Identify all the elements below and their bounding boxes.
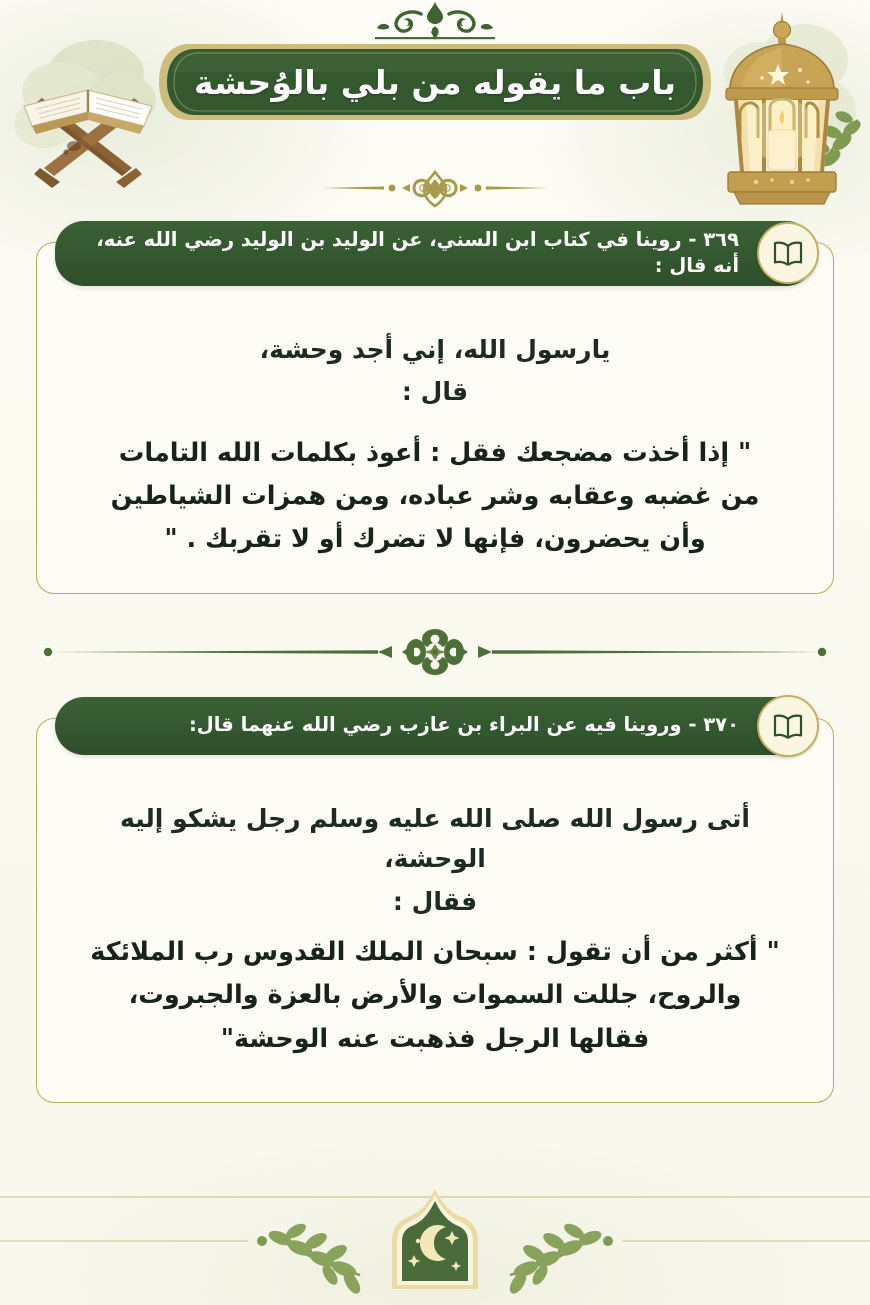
- reference-bar-1: [55, 221, 815, 286]
- title-flourish-ornament: [310, 168, 560, 208]
- quote-line: والروح، جللت السموات والأرض بالعزة والجبروت،: [128, 980, 742, 1011]
- quran-on-stand-illustration: [4, 28, 172, 200]
- footer-ornament: [0, 1183, 870, 1305]
- hadith-body-1: [37, 286, 833, 561]
- reference-text-1: ٣٦٩ - روينا في كتاب ابن السني، عن الوليد بن الوليد رضي الله عنه، أنه قال :: [96, 228, 739, 278]
- narration-line: يارسول الله، إني أجد وحشة،: [259, 334, 611, 364]
- quote-line: وأن يحضرون، فإنها لا تضرك أو لا تقربك . ": [164, 524, 706, 555]
- open-book-icon: [757, 222, 819, 284]
- quote-line: " أكثر من أن تقول : سبحان الملك القدوس رب الملائكة: [90, 937, 780, 968]
- reference-text-2: ٣٧٠ - وروينا فيه عن البراء بن عازب رضي الله عنهما قال:: [188, 713, 739, 737]
- top-ornament-arabesque: [375, 0, 495, 46]
- narration-line: فقال :: [392, 886, 478, 916]
- section-divider: [0, 624, 870, 680]
- hadith-card-1: [36, 228, 834, 594]
- quote-line: من غضبه وعقابه وشر عباده، ومن همزات الشياطين: [110, 480, 760, 511]
- reference-bar-2: [55, 697, 815, 755]
- page-title: باب ما يقوله من بلي بالوُحشة: [193, 62, 677, 102]
- quote-line: فقالها الرجل فذهبت عنه الوحشة": [220, 1023, 650, 1054]
- title-banner: [159, 36, 711, 128]
- golden-lantern-illustration: [700, 8, 864, 216]
- narration-line: أتى رسول الله صلى الله عليه وسلم رجل يشكو إليه الوحشة،: [120, 803, 750, 874]
- hadith-body-2: [37, 755, 833, 1060]
- quote-line: " إذا أخذت مضجعك فقل : أعوذ بكلمات الله التامات: [118, 437, 752, 468]
- hadith-card-2: [36, 713, 834, 1103]
- narration-line: قال :: [401, 377, 469, 407]
- open-book-icon: [757, 695, 819, 757]
